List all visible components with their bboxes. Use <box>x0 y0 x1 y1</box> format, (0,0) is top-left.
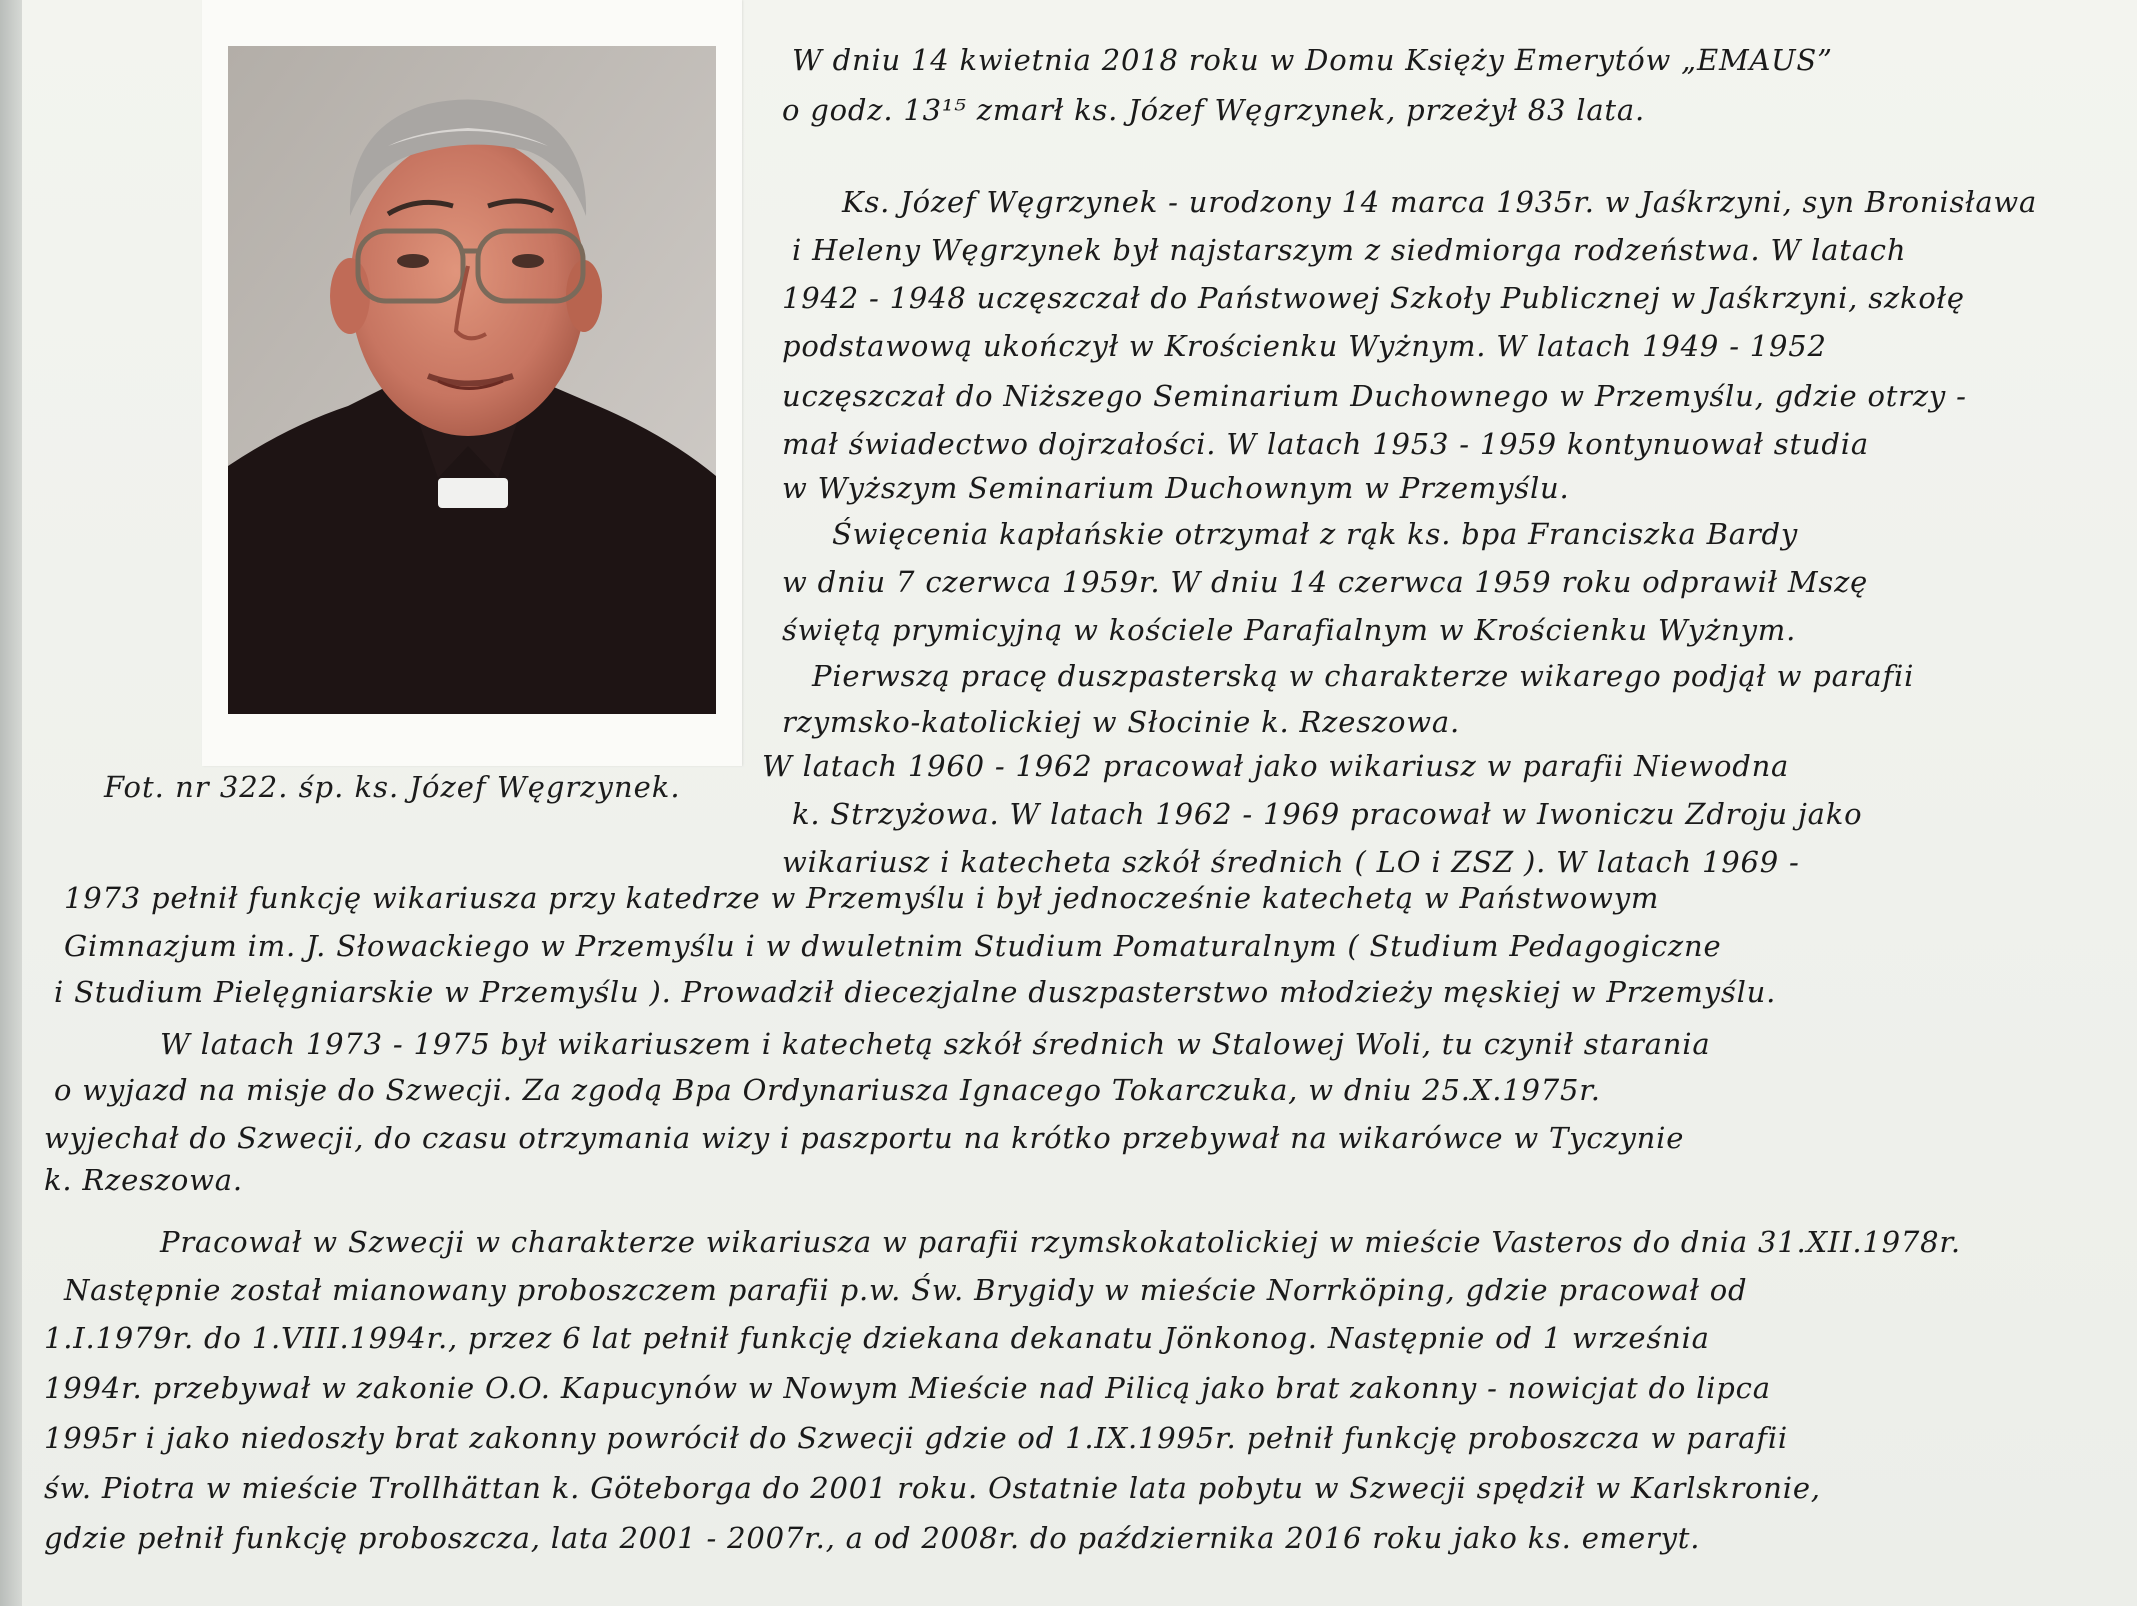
text-line: gdzie pełnił funkcję proboszcza, lata 2001 - 2007r., a od 2008r. do października 2016 roku jako ks. emeryt. <box>44 1521 1701 1555</box>
text-line: świętą prymicyjną w kościele Parafialnym w Krościenku Wyżnym. <box>782 613 1797 647</box>
text-line: 1.I.1979r. do 1.VIII.1994r., przez 6 lat pełnił funkcję dziekana dekanatu Jönkonog. Następnie od 1 września <box>44 1321 1710 1355</box>
text-line: Następnie został mianowany proboszczem parafii p.w. Św. Brygidy w mieście Norrköping, gdzie pracował od <box>64 1273 1748 1307</box>
text-line: mał świadectwo dojrzałości. W latach 1953 - 1959 kontynuował studia <box>782 427 1869 461</box>
text-line: św. Piotra w mieście Trollhättan k. Göteborga do 2001 roku. Ostatnie lata pobytu w Szwecji spędził w Karlskronie, <box>44 1471 1821 1505</box>
page-edge <box>0 0 22 1606</box>
portrait-photo-icon <box>228 46 716 714</box>
text-line: Święcenia kapłańskie otrzymał z rąk ks. bpa Franciszka Bardy <box>832 517 1799 551</box>
text-line: 1994r. przebywał w zakonie O.O. Kapucynów w Nowym Mieście nad Pilicą jako brat zakonny - nowicjat do lipca <box>44 1371 1771 1405</box>
text-line: Pracował w Szwecji w charakterze wikariusza w parafii rzymskokatolickiej w mieście Vasteros do dnia 31.XII.1978r. <box>160 1225 1961 1259</box>
text-line: Gimnazjum im. J. Słowackiego w Przemyślu i w dwuletnim Studium Pomaturalnym ( Studium Pedagogiczne <box>64 929 1722 963</box>
text-line: wyjechał do Szwecji, do czasu otrzymania wizy i paszportu na krótko przebywał na wikarówce w Tyczynie <box>44 1121 1685 1155</box>
text-line: W latach 1973 - 1975 był wikariuszem i katechetą szkół średnich w Stalowej Woli, tu czynił starania <box>160 1027 1711 1061</box>
text-line: 1942 - 1948 uczęszczał do Państwowej Szkoły Publicznej w Jaśkrzyni, szkołę <box>782 281 1965 315</box>
text-line: k. Rzeszowa. <box>44 1163 243 1197</box>
text-line: k. Strzyżowa. W latach 1962 - 1969 pracował w Iwoniczu Zdroju jako <box>792 797 1863 831</box>
portrait-photo <box>228 46 716 714</box>
text-line: i Heleny Węgrzynek był najstarszym z siedmiorga rodzeństwa. W latach <box>792 233 1907 267</box>
text-line: o wyjazd na misje do Szwecji. Za zgodą Bpa Ordynariusza Ignacego Tokarczuka, w dniu 25.X.1975r. <box>54 1073 1601 1107</box>
text-line: podstawową ukończył w Krościenku Wyżnym. W latach 1949 - 1952 <box>782 329 1827 363</box>
text-line: w dniu 7 czerwca 1959r. W dniu 14 czerwca 1959 roku odprawił Mszę <box>782 565 1869 599</box>
text-line: rzymsko-katolickiej w Słocinie k. Rzeszowa. <box>782 705 1460 739</box>
text-line: uczęszczał do Niższego Seminarium Duchownego w Przemyślu, gdzie otrzy - <box>782 379 1967 413</box>
text-line: i Studium Pielęgniarskie w Przemyślu ). Prowadził diecezjalne duszpasterstwo młodzieży męskiej w Przemyślu. <box>54 975 1777 1009</box>
photo-caption: Fot. nr 322. śp. ks. Józef Węgrzynek. <box>104 770 681 804</box>
text-line: Ks. Józef Węgrzynek - urodzony 14 marca 1935r. w Jaśkrzyni, syn Bronisława <box>842 185 2038 219</box>
text-line: o godz. 13¹⁵ zmarł ks. Józef Węgrzynek, przeżył 83 lata. <box>782 93 1645 127</box>
text-line: Pierwszą pracę duszpasterską w charakterze wikarego podjął w parafii <box>812 659 1915 693</box>
text-line: 1995r i jako niedoszły brat zakonny powrócił do Szwecji gdzie od 1.IX.1995r. pełnił funkcję proboszcza w parafii <box>44 1421 1788 1455</box>
text-line: W latach 1960 - 1962 pracował jako wikariusz w parafii Niewodna <box>762 749 1790 783</box>
text-line: W dniu 14 kwietnia 2018 roku w Domu Księży Emerytów „EMAUS” <box>792 43 1833 77</box>
text-line: wikariusz i katecheta szkół średnich ( LO i ZSZ ). W latach 1969 - <box>782 845 1800 879</box>
text-line: 1973 pełnił funkcję wikariusza przy katedrze w Przemyślu i był jednocześnie katechetą w Państwowym <box>64 881 1660 915</box>
text-line: w Wyższym Seminarium Duchownym w Przemyślu. <box>782 471 1570 505</box>
